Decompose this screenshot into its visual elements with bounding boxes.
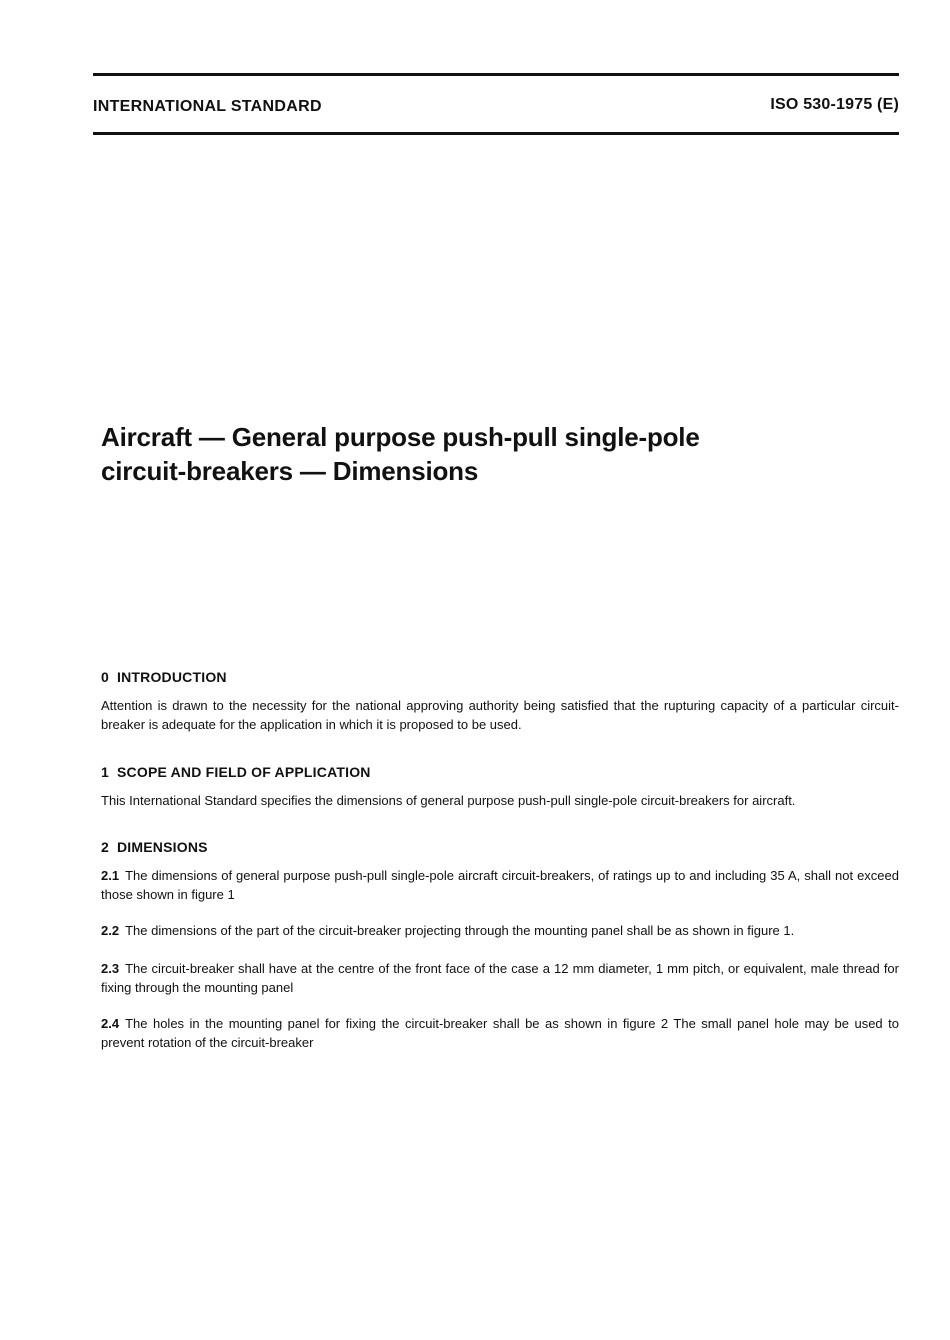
clause-2-2: [101, 921, 899, 940]
clause-2-3: [101, 959, 899, 997]
clause-text: The circuit-breaker shall have at the centre of the front face of the case a 12 mm diameter, 1 mm pitch, or equivalent, male thread for fixing through the mounting panel: [101, 961, 899, 995]
clause-2-4: [101, 1014, 899, 1052]
document-title: [101, 420, 861, 488]
section-number: 1: [101, 764, 109, 780]
section-number: 2: [101, 839, 109, 855]
header-bottom-rule: [93, 132, 899, 135]
clause-number: 2.3: [101, 961, 120, 976]
section-heading-scope: [101, 764, 371, 780]
clause-number: 2.4: [101, 1016, 120, 1031]
clause-2-1: [101, 866, 899, 904]
clause-text: The dimensions of the part of the circuit-breaker projecting through the mounting panel shall be as shown in figure 1.: [125, 923, 795, 938]
introduction-paragraph: Attention is drawn to the necessity for the national approving authority being satisfied that the rupturing capacity of a particular circuit-breaker is adequate for the application in which it is proposed to be used.: [101, 698, 899, 732]
title-line-1: Aircraft — General purpose push-pull single-pole: [101, 422, 700, 452]
section-heading-dimensions: [101, 839, 208, 855]
section-number: 0: [101, 669, 109, 685]
title-line-2: circuit-breakers — Dimensions: [101, 456, 479, 486]
standard-reference: ISO 530-1975 (E): [770, 96, 899, 113]
section-heading-text: INTRODUCTION: [117, 669, 227, 685]
clause-text: The holes in the mounting panel for fixing the circuit-breaker shall be as shown in figure 2 The small panel hole may be used to prevent rotation of the circuit-breaker: [101, 1016, 899, 1050]
section-heading-text: SCOPE AND FIELD OF APPLICATION: [117, 764, 371, 780]
header-top-rule: [93, 73, 899, 76]
clause-number: 2.2: [101, 923, 120, 938]
section-heading-text: DIMENSIONS: [117, 839, 208, 855]
clause-text: The dimensions of general purpose push-pull single-pole aircraft circuit-breakers, of ratings up to and including 35 A, shall not exceed those shown in figure 1: [101, 868, 899, 902]
section-heading-introduction: [101, 669, 227, 685]
clause-number: 2.1: [101, 868, 120, 883]
scope-paragraph: This International Standard specifies the dimensions of general purpose push-pull single-pole circuit-breakers for aircraft.: [101, 793, 796, 808]
document-type-label: INTERNATIONAL STANDARD: [93, 98, 322, 115]
